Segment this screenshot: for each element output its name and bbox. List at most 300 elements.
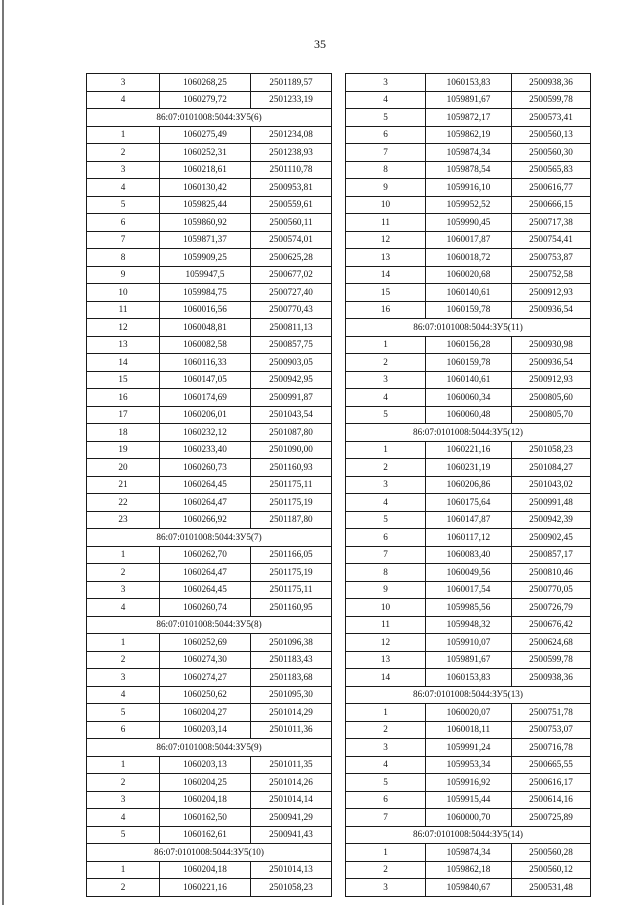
coordinate-row <box>346 249 591 267</box>
point-number: 12 <box>346 634 426 652</box>
coordinate-row <box>346 179 591 197</box>
coordinate-row <box>346 161 591 179</box>
x-coordinate: 1059916,10 <box>426 179 512 197</box>
y-coordinate: 2500560,30 <box>512 144 591 162</box>
coordinate-row <box>346 301 591 319</box>
coordinate-row <box>87 354 332 372</box>
point-number: 13 <box>87 336 160 354</box>
y-coordinate: 2501043,54 <box>251 406 332 424</box>
point-number: 1 <box>87 126 160 144</box>
coordinate-row <box>346 371 591 389</box>
coordinate-row <box>87 249 332 267</box>
x-coordinate: 1060016,56 <box>160 301 251 319</box>
x-coordinate: 1060060,34 <box>426 389 512 407</box>
x-coordinate: 1060153,83 <box>426 74 512 92</box>
x-coordinate: 1060153,83 <box>426 669 512 687</box>
y-coordinate: 2500753,07 <box>512 721 591 739</box>
y-coordinate: 2501234,08 <box>251 126 332 144</box>
y-coordinate: 2501175,11 <box>251 581 332 599</box>
y-coordinate: 2501183,43 <box>251 651 332 669</box>
y-coordinate: 2500805,60 <box>512 389 591 407</box>
parcel-header-row <box>87 844 332 862</box>
y-coordinate: 2501187,80 <box>251 511 332 529</box>
y-coordinate: 2500560,12 <box>512 861 591 879</box>
point-number: 4 <box>87 179 160 197</box>
point-number: 5 <box>346 406 426 424</box>
y-coordinate: 2500616,17 <box>512 774 591 792</box>
left-coordinates-table <box>86 73 332 897</box>
y-coordinate: 2500560,13 <box>512 126 591 144</box>
coordinate-row <box>87 826 332 844</box>
x-coordinate: 1060000,70 <box>426 809 512 827</box>
y-coordinate: 2501175,19 <box>251 494 332 512</box>
coordinate-row <box>87 144 332 162</box>
x-coordinate: 1060260,74 <box>160 599 251 617</box>
y-coordinate: 2500903,05 <box>251 354 332 372</box>
coordinate-row <box>87 581 332 599</box>
point-number: 3 <box>346 74 426 92</box>
y-coordinate: 2500616,77 <box>512 179 591 197</box>
point-number: 4 <box>346 389 426 407</box>
y-coordinate: 2501175,11 <box>251 476 332 494</box>
parcel-header-row <box>346 686 591 704</box>
coordinate-row <box>346 389 591 407</box>
point-number: 1 <box>87 756 160 774</box>
x-coordinate: 1059953,34 <box>426 756 512 774</box>
x-coordinate: 1060156,28 <box>426 336 512 354</box>
y-coordinate: 2500805,70 <box>512 406 591 424</box>
y-coordinate: 2500857,17 <box>512 546 591 564</box>
coordinate-row <box>346 144 591 162</box>
coordinate-row <box>87 371 332 389</box>
point-number: 4 <box>346 91 426 109</box>
point-number: 3 <box>346 476 426 494</box>
y-coordinate: 2501096,38 <box>251 634 332 652</box>
y-coordinate: 2501238,93 <box>251 144 332 162</box>
coordinate-row <box>87 774 332 792</box>
x-coordinate: 1060221,16 <box>160 879 251 897</box>
point-number: 20 <box>87 459 160 477</box>
y-coordinate: 2500625,28 <box>251 249 332 267</box>
coordinate-row <box>87 476 332 494</box>
point-number: 5 <box>87 704 160 722</box>
x-coordinate: 1060264,45 <box>160 476 251 494</box>
x-coordinate: 1060020,07 <box>426 704 512 722</box>
x-coordinate: 1060162,50 <box>160 809 251 827</box>
point-number: 12 <box>87 319 160 337</box>
y-coordinate: 2501011,36 <box>251 721 332 739</box>
coordinate-row <box>87 214 332 232</box>
point-number: 7 <box>346 546 426 564</box>
x-coordinate: 1060017,54 <box>426 581 512 599</box>
coordinate-row <box>346 651 591 669</box>
point-number: 3 <box>346 371 426 389</box>
point-number: 4 <box>87 599 160 617</box>
coordinate-row <box>87 634 332 652</box>
x-coordinate: 1060274,27 <box>160 669 251 687</box>
coordinate-row <box>346 406 591 424</box>
y-coordinate: 2500770,43 <box>251 301 332 319</box>
point-number: 2 <box>87 144 160 162</box>
coordinate-row <box>346 704 591 722</box>
x-coordinate: 1059915,44 <box>426 791 512 809</box>
point-number: 15 <box>87 371 160 389</box>
scan-edge-line <box>2 0 4 905</box>
y-coordinate: 2501087,80 <box>251 424 332 442</box>
y-coordinate: 2501183,68 <box>251 669 332 687</box>
x-coordinate: 1059860,92 <box>160 214 251 232</box>
x-coordinate: 1060048,81 <box>160 319 251 337</box>
x-coordinate: 1060204,18 <box>160 791 251 809</box>
coordinate-row <box>346 721 591 739</box>
point-number: 3 <box>346 739 426 757</box>
y-coordinate: 2500991,48 <box>512 494 591 512</box>
y-coordinate: 2500560,28 <box>512 844 591 862</box>
x-coordinate: 1059916,92 <box>426 774 512 792</box>
y-coordinate: 2500754,41 <box>512 231 591 249</box>
coordinate-row <box>87 511 332 529</box>
y-coordinate: 2500770,05 <box>512 581 591 599</box>
x-coordinate: 1060018,11 <box>426 721 512 739</box>
y-coordinate: 2501058,23 <box>512 441 591 459</box>
y-coordinate: 2500559,61 <box>251 196 332 214</box>
coordinate-row <box>346 91 591 109</box>
point-number: 14 <box>346 266 426 284</box>
y-coordinate: 2500938,36 <box>512 669 591 687</box>
y-coordinate: 2500902,45 <box>512 529 591 547</box>
coordinate-row <box>87 756 332 774</box>
parcel-id: 86:07:0101008:5044:ЗУ5(9) <box>87 739 332 757</box>
y-coordinate: 2501014,29 <box>251 704 332 722</box>
parcel-id: 86:07:0101008:5044:ЗУ5(12) <box>346 424 591 442</box>
coordinate-row <box>346 564 591 582</box>
point-number: 13 <box>346 651 426 669</box>
point-number: 1 <box>87 546 160 564</box>
x-coordinate: 1060264,45 <box>160 581 251 599</box>
coordinate-row <box>87 879 332 897</box>
coordinate-row <box>87 424 332 442</box>
point-number: 21 <box>87 476 160 494</box>
point-number: 11 <box>346 616 426 634</box>
coordinate-row <box>87 494 332 512</box>
x-coordinate: 1059985,56 <box>426 599 512 617</box>
x-coordinate: 1059991,24 <box>426 739 512 757</box>
point-number: 4 <box>87 91 160 109</box>
point-number: 7 <box>87 231 160 249</box>
x-coordinate: 1060232,12 <box>160 424 251 442</box>
page-number: 35 <box>314 37 326 51</box>
point-number: 8 <box>87 249 160 267</box>
parcel-header-row <box>87 529 332 547</box>
y-coordinate: 2500752,58 <box>512 266 591 284</box>
y-coordinate: 2500676,42 <box>512 616 591 634</box>
parcel-header-row <box>87 616 332 634</box>
point-number: 11 <box>87 301 160 319</box>
x-coordinate: 1060204,27 <box>160 704 251 722</box>
point-number: 9 <box>346 179 426 197</box>
point-number: 2 <box>87 651 160 669</box>
coordinate-row <box>346 844 591 862</box>
point-number: 19 <box>87 441 160 459</box>
coordinate-row <box>87 301 332 319</box>
x-coordinate: 1060162,61 <box>160 826 251 844</box>
point-number: 1 <box>87 634 160 652</box>
point-number: 6 <box>87 214 160 232</box>
x-coordinate: 1060130,42 <box>160 179 251 197</box>
y-coordinate: 2501090,00 <box>251 441 332 459</box>
x-coordinate: 1059840,67 <box>426 879 512 897</box>
y-coordinate: 2500930,98 <box>512 336 591 354</box>
coordinate-row <box>346 756 591 774</box>
point-number: 1 <box>346 336 426 354</box>
y-coordinate: 2501189,57 <box>251 74 332 92</box>
point-number: 3 <box>346 879 426 897</box>
x-coordinate: 1060203,13 <box>160 756 251 774</box>
x-coordinate: 1059891,67 <box>426 91 512 109</box>
x-coordinate: 1060147,05 <box>160 371 251 389</box>
coordinate-row <box>87 459 332 477</box>
point-number: 2 <box>87 564 160 582</box>
y-coordinate: 2500677,02 <box>251 266 332 284</box>
coordinate-row <box>87 91 332 109</box>
point-number: 18 <box>87 424 160 442</box>
coordinate-row <box>87 564 332 582</box>
coordinate-row <box>87 599 332 617</box>
x-coordinate: 1060140,61 <box>426 284 512 302</box>
x-coordinate: 1060206,01 <box>160 406 251 424</box>
x-coordinate: 1060082,58 <box>160 336 251 354</box>
x-coordinate: 1060262,70 <box>160 546 251 564</box>
coordinate-row <box>346 196 591 214</box>
coordinate-row <box>87 546 332 564</box>
parcel-id: 86:07:0101008:5044:ЗУ5(14) <box>346 826 591 844</box>
parcel-header-row <box>87 739 332 757</box>
x-coordinate: 1060140,61 <box>426 371 512 389</box>
coordinate-row <box>87 669 332 687</box>
x-coordinate: 1060275,49 <box>160 126 251 144</box>
x-coordinate: 1060147,87 <box>426 511 512 529</box>
coordinate-row <box>346 459 591 477</box>
point-number: 7 <box>346 809 426 827</box>
y-coordinate: 2500941,43 <box>251 826 332 844</box>
point-number: 2 <box>87 774 160 792</box>
coordinate-row <box>346 861 591 879</box>
coordinate-row <box>346 774 591 792</box>
point-number: 15 <box>346 284 426 302</box>
parcel-header-row <box>87 109 332 127</box>
x-coordinate: 1060279,72 <box>160 91 251 109</box>
coordinate-row <box>87 74 332 92</box>
y-coordinate: 2500753,87 <box>512 249 591 267</box>
parcel-id: 86:07:0101008:5044:ЗУ5(6) <box>87 109 332 127</box>
y-coordinate: 2500857,75 <box>251 336 332 354</box>
point-number: 5 <box>346 511 426 529</box>
y-coordinate: 2500666,15 <box>512 196 591 214</box>
x-coordinate: 1059878,54 <box>426 161 512 179</box>
coordinate-row <box>346 739 591 757</box>
y-coordinate: 2500599,78 <box>512 91 591 109</box>
coordinate-row <box>87 179 332 197</box>
coordinate-row <box>346 126 591 144</box>
point-number: 5 <box>87 196 160 214</box>
y-coordinate: 2500560,11 <box>251 214 332 232</box>
point-number: 2 <box>87 879 160 897</box>
coordinate-row <box>346 109 591 127</box>
coordinate-row <box>87 284 332 302</box>
point-number: 4 <box>346 756 426 774</box>
y-coordinate: 2500938,36 <box>512 74 591 92</box>
x-coordinate: 1060231,19 <box>426 459 512 477</box>
x-coordinate: 1060206,86 <box>426 476 512 494</box>
x-coordinate: 1059825,44 <box>160 196 251 214</box>
x-coordinate: 1060117,12 <box>426 529 512 547</box>
coordinate-row <box>346 599 591 617</box>
coordinate-row <box>87 126 332 144</box>
y-coordinate: 2501175,19 <box>251 564 332 582</box>
x-coordinate: 1059947,5 <box>160 266 251 284</box>
point-number: 16 <box>346 301 426 319</box>
y-coordinate: 2501095,30 <box>251 686 332 704</box>
coordinate-row <box>346 231 591 249</box>
point-number: 3 <box>87 669 160 687</box>
coordinate-row <box>346 284 591 302</box>
y-coordinate: 2500811,13 <box>251 319 332 337</box>
point-number: 9 <box>87 266 160 284</box>
point-number: 4 <box>87 809 160 827</box>
y-coordinate: 2501110,78 <box>251 161 332 179</box>
coordinate-row <box>346 354 591 372</box>
coordinate-row <box>346 214 591 232</box>
y-coordinate: 2501014,14 <box>251 791 332 809</box>
coordinate-row <box>87 651 332 669</box>
y-coordinate: 2500941,29 <box>251 809 332 827</box>
x-coordinate: 1060221,16 <box>426 441 512 459</box>
point-number: 16 <box>87 389 160 407</box>
parcel-id: 86:07:0101008:5044:ЗУ5(8) <box>87 616 332 634</box>
y-coordinate: 2500942,95 <box>251 371 332 389</box>
x-coordinate: 1060203,14 <box>160 721 251 739</box>
point-number: 12 <box>346 231 426 249</box>
x-coordinate: 1060264,47 <box>160 494 251 512</box>
coordinate-row <box>346 581 591 599</box>
y-coordinate: 2500936,54 <box>512 354 591 372</box>
y-coordinate: 2501014,13 <box>251 861 332 879</box>
point-number: 1 <box>346 441 426 459</box>
coordinate-row <box>346 809 591 827</box>
parcel-id: 86:07:0101008:5044:ЗУ5(7) <box>87 529 332 547</box>
point-number: 4 <box>87 686 160 704</box>
point-number: 1 <box>87 861 160 879</box>
x-coordinate: 1060266,92 <box>160 511 251 529</box>
x-coordinate: 1060250,62 <box>160 686 251 704</box>
coordinate-row <box>87 319 332 337</box>
parcel-id: 86:07:0101008:5044:ЗУ5(13) <box>346 686 591 704</box>
x-coordinate: 1060116,33 <box>160 354 251 372</box>
point-number: 1 <box>346 844 426 862</box>
parcel-header-row <box>346 319 591 337</box>
x-coordinate: 1059874,34 <box>426 844 512 862</box>
right-coordinates-table <box>345 73 591 897</box>
parcel-header-row <box>346 826 591 844</box>
x-coordinate: 1060260,73 <box>160 459 251 477</box>
coordinate-row <box>87 704 332 722</box>
y-coordinate: 2500751,78 <box>512 704 591 722</box>
point-number: 6 <box>346 791 426 809</box>
y-coordinate: 2501084,27 <box>512 459 591 477</box>
coordinate-row <box>346 546 591 564</box>
y-coordinate: 2500531,48 <box>512 879 591 897</box>
coordinate-row <box>87 406 332 424</box>
coordinate-row <box>87 231 332 249</box>
y-coordinate: 2501014,26 <box>251 774 332 792</box>
coordinate-row <box>346 669 591 687</box>
y-coordinate: 2500953,81 <box>251 179 332 197</box>
x-coordinate: 1060252,31 <box>160 144 251 162</box>
point-number: 8 <box>346 161 426 179</box>
y-coordinate: 2500717,38 <box>512 214 591 232</box>
coordinate-row <box>346 336 591 354</box>
x-coordinate: 1060218,61 <box>160 161 251 179</box>
x-coordinate: 1059909,25 <box>160 249 251 267</box>
x-coordinate: 1060204,25 <box>160 774 251 792</box>
y-coordinate: 2501058,23 <box>251 879 332 897</box>
coordinate-row <box>87 441 332 459</box>
coordinate-row <box>346 616 591 634</box>
y-coordinate: 2500810,46 <box>512 564 591 582</box>
x-coordinate: 1060233,40 <box>160 441 251 459</box>
point-number: 11 <box>346 214 426 232</box>
coordinate-row <box>87 389 332 407</box>
x-coordinate: 1059910,07 <box>426 634 512 652</box>
y-coordinate: 2500912,93 <box>512 284 591 302</box>
x-coordinate: 1059874,34 <box>426 144 512 162</box>
y-coordinate: 2501043,02 <box>512 476 591 494</box>
point-number: 22 <box>87 494 160 512</box>
x-coordinate: 1060017,87 <box>426 231 512 249</box>
point-number: 2 <box>346 354 426 372</box>
coordinate-row <box>346 494 591 512</box>
y-coordinate: 2501160,93 <box>251 459 332 477</box>
coordinate-row <box>346 529 591 547</box>
y-coordinate: 2500716,78 <box>512 739 591 757</box>
y-coordinate: 2500614,16 <box>512 791 591 809</box>
point-number: 17 <box>87 406 160 424</box>
point-number: 3 <box>87 581 160 599</box>
coordinate-row <box>346 511 591 529</box>
x-coordinate: 1060083,40 <box>426 546 512 564</box>
point-number: 13 <box>346 249 426 267</box>
point-number: 2 <box>346 459 426 477</box>
x-coordinate: 1059948,32 <box>426 616 512 634</box>
x-coordinate: 1059990,45 <box>426 214 512 232</box>
point-number: 14 <box>346 669 426 687</box>
x-coordinate: 1060252,69 <box>160 634 251 652</box>
point-number: 3 <box>87 74 160 92</box>
point-number: 10 <box>87 284 160 302</box>
y-coordinate: 2501011,35 <box>251 756 332 774</box>
point-number: 10 <box>346 599 426 617</box>
y-coordinate: 2500912,93 <box>512 371 591 389</box>
coordinate-row <box>87 721 332 739</box>
point-number: 10 <box>346 196 426 214</box>
x-coordinate: 1059862,18 <box>426 861 512 879</box>
y-coordinate: 2500573,41 <box>512 109 591 127</box>
point-number: 2 <box>346 721 426 739</box>
x-coordinate: 1060018,72 <box>426 249 512 267</box>
x-coordinate: 1060264,47 <box>160 564 251 582</box>
point-number: 6 <box>87 721 160 739</box>
parcel-id: 86:07:0101008:5044:ЗУ5(10) <box>87 844 332 862</box>
